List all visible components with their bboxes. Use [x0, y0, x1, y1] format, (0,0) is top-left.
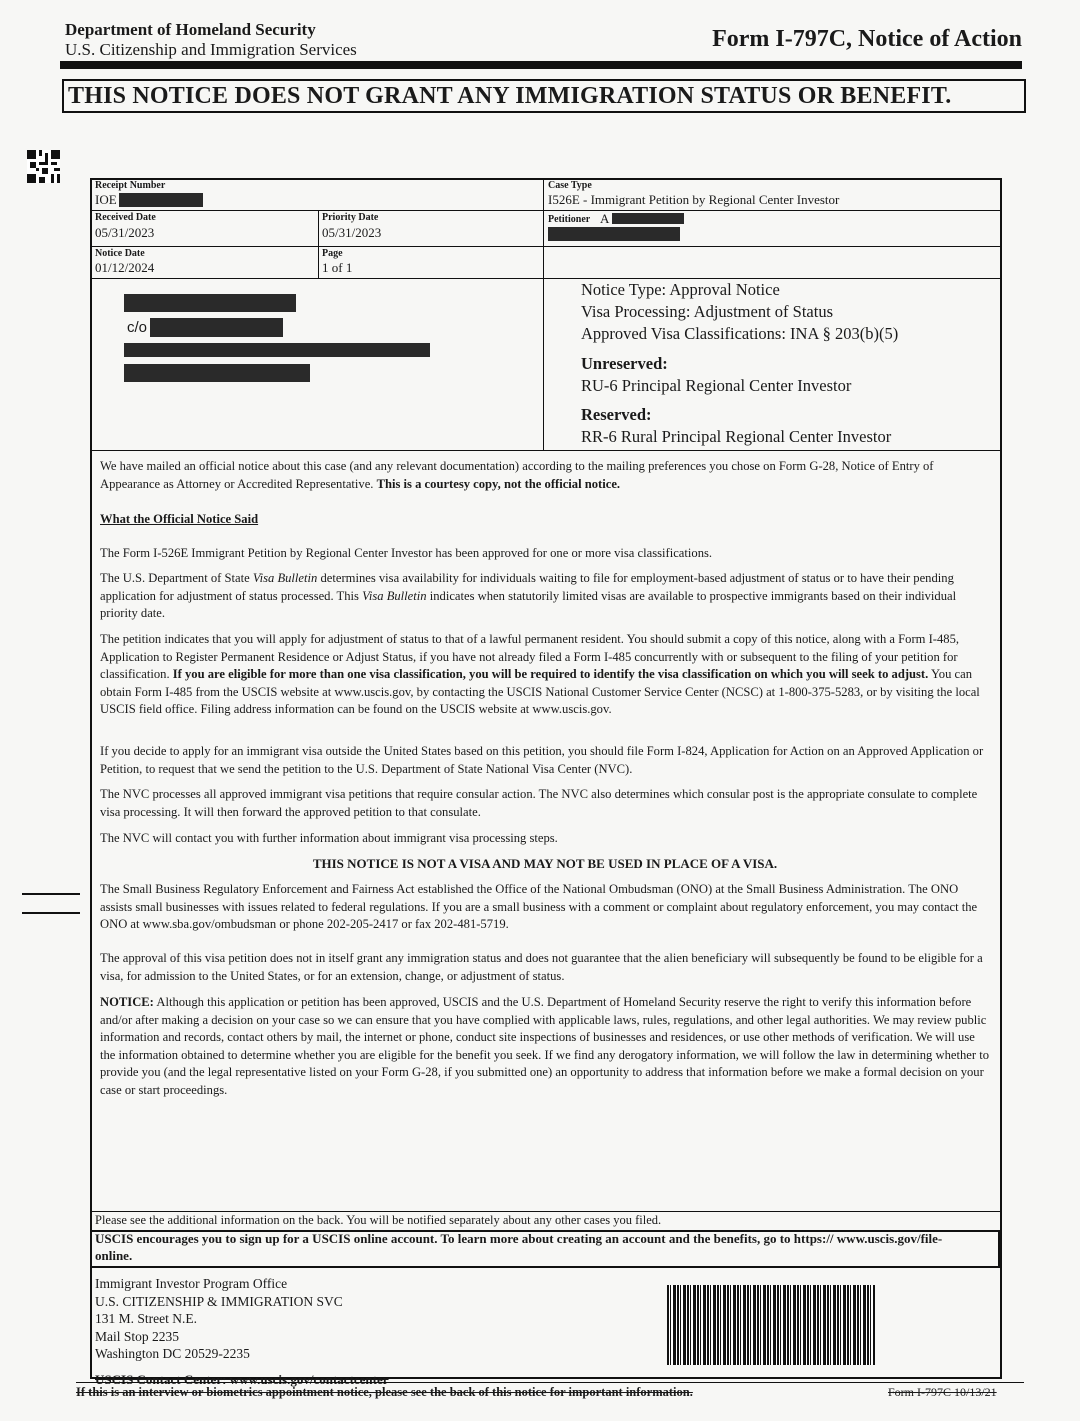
header-rule — [60, 61, 1022, 69]
notice-date-value: 01/12/2024 — [95, 260, 155, 275]
address-line: Mail Stop 2235 — [95, 1328, 180, 1344]
margin-mark — [22, 893, 80, 895]
form-id: Form I-797C 10/13/21 — [888, 1385, 997, 1399]
petitioner-value: A — [600, 211, 610, 226]
address-line: Immigrant Investor Program Office — [95, 1276, 288, 1291]
status-banner: THIS NOTICE DOES NOT GRANT ANY IMMIGRATION STATUS OR BENEFIT. — [62, 79, 1026, 113]
text-segment: If you are eligible for more than one visa classification, you will be required to identify the visa classification on which you will seek to adjust. — [172, 667, 929, 681]
received-date-label: Received Date — [95, 212, 156, 223]
text-segment: Visa Bulletin — [252, 571, 318, 585]
receipt-number-value: IOE — [95, 192, 117, 207]
qr-code-icon — [27, 150, 60, 183]
redaction — [612, 213, 684, 224]
priority-date-value: 05/31/2023 — [322, 225, 382, 240]
care-of-label: c/o — [127, 319, 148, 336]
visa-processing: Visa Processing: Adjustment of Status — [581, 302, 834, 321]
grid-divider — [90, 1211, 1000, 1212]
paragraph-nvc: The NVC processes all approved immigrant visa petitions that require consular action. The NVC also determines which consular post is the appropriate consulate to complete visa processing. It will then forward the approved petition to that consulate. — [100, 787, 978, 819]
address-line: 131 M. Street N.E. — [95, 1311, 197, 1326]
bureau-name: U.S. Citizenship and Immigration Services — [65, 40, 357, 59]
received-date-value: 05/31/2023 — [95, 225, 155, 240]
redaction — [119, 193, 203, 207]
paragraph-approved: The Form I-526E Immigrant Petition by Regional Center Investor has been approved for one or more visa classifications. — [100, 546, 713, 560]
priority-date-label: Priority Date — [322, 212, 379, 223]
reserved-value: RR-6 Rural Principal Regional Center Investor — [581, 427, 892, 446]
paragraph-consular: If you decide to apply for an immigrant visa outside the United States based on this petition, you should file Form I-824, Application for Action on an Approved Application or Petition, to request that we send the petition to the U.S. Department of State National Visa Center (NVC). — [100, 744, 984, 776]
approved-classifications: Approved Visa Classifications: INA § 203(b)(5) — [581, 324, 899, 343]
case-type-value: I526E - Immigrant Petition by Regional Center Investor — [548, 192, 840, 207]
unreserved-value: RU-6 Principal Regional Center Investor — [581, 376, 852, 395]
text-segment: NOTICE: — [100, 995, 154, 1009]
grid-divider — [90, 278, 1000, 279]
form-title: Form I-797C, Notice of Action — [712, 26, 1022, 52]
courtesy-paragraph — [100, 458, 992, 493]
interview-note: If this is an interview or biometrics appointment notice, please see the back of this notice for important information. — [76, 1385, 693, 1399]
grid-divider — [318, 210, 319, 278]
paragraph-adjustment — [100, 631, 992, 719]
paragraph-no-status: The approval of this visa petition does not in itself grant any immigration status and does not guarantee that the alien beneficiary will subsequently be found to be eligible for a visa, for admission to the United States, or for an extension, change, or adjustment of status. — [100, 951, 983, 983]
agency-name: Department of Homeland Security — [65, 20, 316, 39]
text-segment: indicates when statutorily limited visas are available to prospective immigrants based on their individual priority date. — [100, 588, 957, 620]
notice-frame — [90, 178, 1002, 1379]
redaction — [124, 294, 296, 312]
address-line: Washington DC 20529-2235 — [95, 1346, 250, 1361]
online-account-text: USCIS encourages you to sign up for a USCIS online account. To learn more about creating an account and the benefits, go to https:// www.uscis.gov/file-online. — [95, 1231, 943, 1263]
paragraph-ombudsman: The Small Business Regulatory Enforcement and Fairness Act established the Office of the National Ombudsman (ONO) at the Small Business Administration. The ONO assists small businesses with issues related to federal regulations. If you are a small business with a comment or complaint about regulatory enforcement, you may contact the ONO at www.sba.gov/ombudsman or phone 202-205-2417 or fax 202-481-5719. — [100, 882, 978, 931]
grid-divider — [90, 450, 1000, 451]
grid-divider — [90, 246, 1000, 247]
notice-date-label: Notice Date — [95, 248, 145, 259]
unreserved-label: Unreserved: — [581, 354, 668, 373]
text-segment: Visa Bulletin — [362, 588, 427, 603]
text-segment: You can obtain Form I-485 from the USCIS website at www.uscis.gov, by contacting the USCIS National Customer Service Center (NCSC) at 1-800-375-5283, or by visiting the local USCIS field office. Filing address information can be found on the USCIS website at www.uscis.gov. — [100, 667, 980, 716]
page-value: 1 of 1 — [322, 260, 353, 275]
barcode — [667, 1285, 875, 1365]
not-a-visa-notice: THIS NOTICE IS NOT A VISA AND MAY NOT BE USED IN PLACE OF A VISA. — [312, 856, 778, 871]
grid-divider — [543, 178, 544, 450]
reserved-label: Reserved: — [581, 405, 652, 424]
text-segment: determines visa availability for individuals waiting to file for employment-based adjustment of status or to have their pending application for adjustment of status processed. This — [100, 571, 954, 603]
redaction — [124, 343, 430, 357]
receipt-number-label: Receipt Number — [95, 180, 166, 191]
page-label: Page — [322, 248, 343, 259]
section-heading: What the Official Notice Said — [100, 512, 259, 526]
grid-divider — [90, 210, 1000, 211]
paragraph-verification — [100, 994, 992, 1099]
redaction — [150, 318, 283, 337]
redaction — [548, 227, 680, 241]
grid-divider — [76, 1382, 1024, 1383]
additional-info: Please see the additional information on the back. You will be notified separately about any other cases you filed. — [95, 1213, 662, 1227]
address-line: U.S. CITIZENSHIP & IMMIGRATION SVC — [95, 1293, 343, 1309]
office-address — [95, 1275, 343, 1363]
courtesy-text: We have mailed an official notice about this case (and any relevant documentation) according to the mailing preferences you chose on Form G-28, Notice of Entry of Appearance as Attorney or Accredited Representative. — [100, 459, 934, 491]
courtesy-bold: This is a courtesy copy, not the official notice. — [376, 476, 621, 491]
case-type-label: Case Type — [548, 180, 592, 191]
contact-center: USCIS Contact Center: www.uscis.gov/contactcenter — [95, 1372, 389, 1387]
notice-type: Notice Type: Approval Notice — [581, 280, 780, 299]
paragraph-nvc-contact: The NVC will contact you with further information about immigrant visa processing steps. — [100, 831, 558, 845]
margin-mark — [22, 912, 80, 914]
text-segment: The petition indicates that you will apply for adjustment of status to that of a lawful permanent resident. You should submit a copy of this notice, along with a Form I-485, Application to Register Permanent Residence or Adjust Status, if you have not already filed a Form I-485 concurrently with or subsequent to the filing of your petition for classification. — [100, 632, 960, 681]
text-segment: The U.S. Department of State — [100, 571, 250, 585]
redaction — [124, 364, 310, 382]
text-segment: Although this application or petition has been approved, USCIS and the U.S. Department of Homeland Security reserve the right to verify this information before and/or after making a decision on your case so we can ensure that you have complied with applicable laws, rules, regulations, and other legal authorities. We may review public information and records, contact others by mail, the internet or phone, conduct site inspections of businesses and residences, or use other methods of verification. We will use the information obtained to determine whether you are eligible for the benefit you seek. If we find any derogatory information, we will follow the law in determining whether to provide you (and the legal representative listed on your Form G-28, if you submitted one) an opportunity to address that information before we make a formal decision on your case or start proceedings. — [100, 995, 989, 1097]
petitioner-label: Petitioner — [548, 214, 591, 225]
paragraph-visa-bulletin — [100, 570, 992, 623]
